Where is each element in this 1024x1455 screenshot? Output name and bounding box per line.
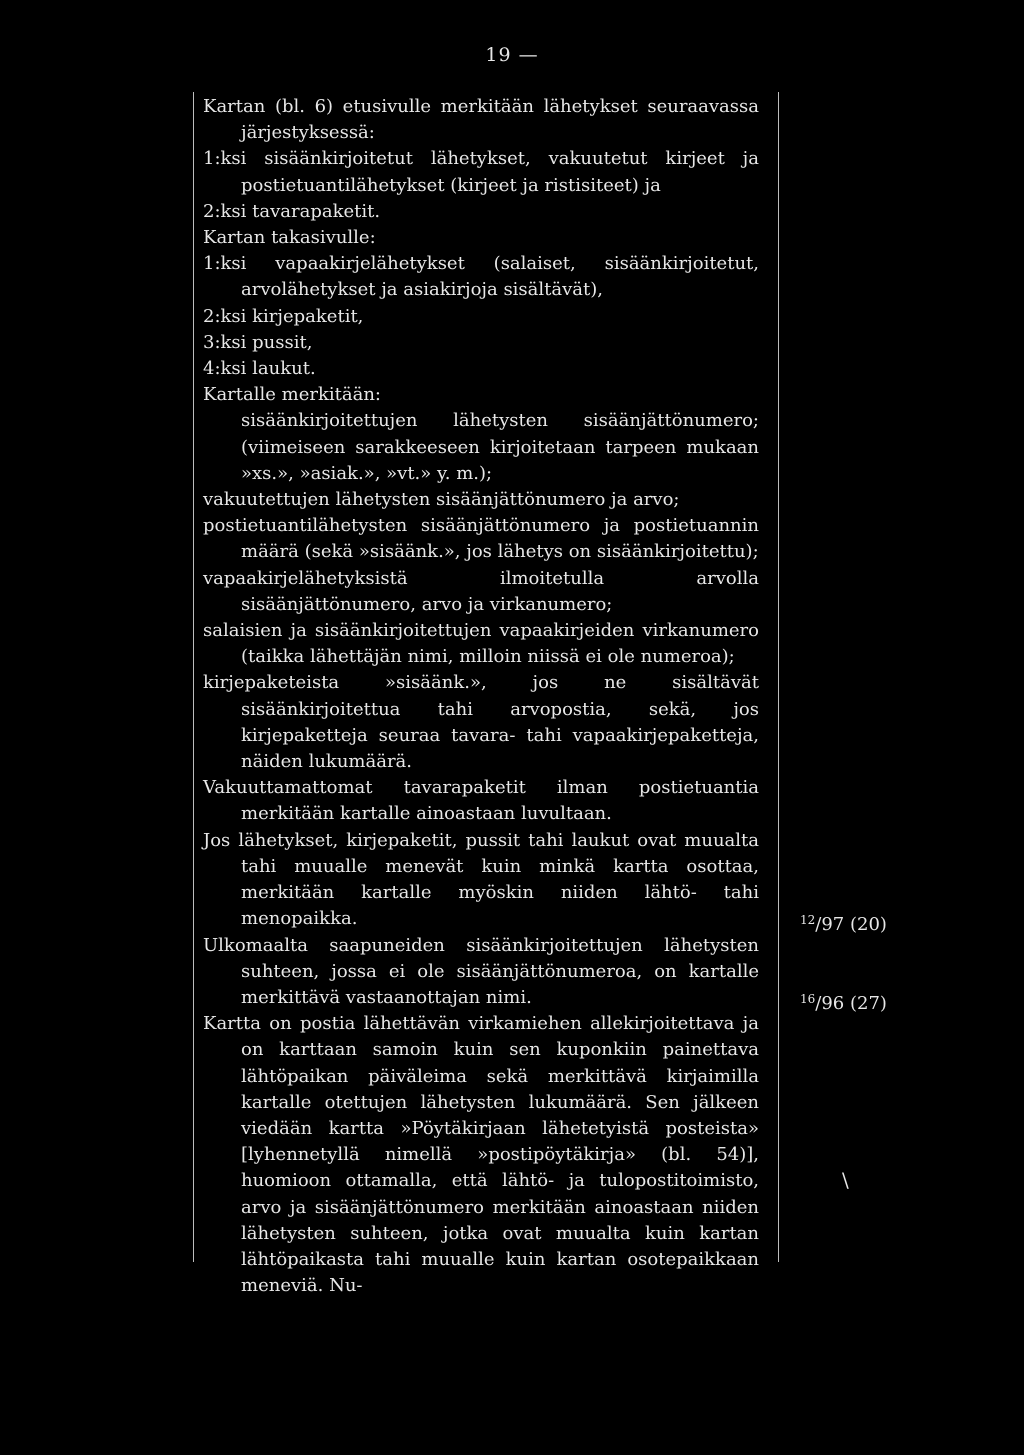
right-margin-rule [778,92,779,1262]
paragraph: vakuutettujen lähetysten sisäänjättönumero ja arvo; [203,489,680,511]
paragraph: 2:ksi tavarapaketit. [203,200,381,222]
left-margin-rule [193,92,194,1262]
margin-note-superscript: 16 [800,992,816,1006]
body-text [203,94,759,1299]
paragraph: 4:ksi laukut. [203,358,316,380]
paragraph: 1:ksi sisäänkirjoitetut lähetykset, vakuutetut kirjeet ja postietuantilähetykset (kirjeet ja ristisiteet) ja [203,148,759,196]
paragraph: kirjepaketeista »sisäänk.», jos ne sisältävät sisäänkirjoitettua tahi arvopostia, sekä, jos kirjepaketteja seuraa tavara- tahi vapaakirjepaketteja, näiden lukumäärä. [203,672,759,773]
paragraph: salaisien ja sisäänkirjoitettujen vapaakirjeiden virkanumero (taikka lähettäjän nimi, milloin niissä ei ole numeroa); [203,620,759,668]
paragraph: 1:ksi vapaakirjelähetykset (salaiset, sisäänkirjoitetut, arvolähetykset ja asiakirjoja sisältävät), [203,253,759,301]
paragraph: Vakuuttamattomat tavarapaketit ilman postietuantia merkitään kartalle ainoastaan luvultaan. [203,777,759,825]
paragraph: sisäänkirjoitettujen lähetysten sisäänjättönumero; (viimeiseen sarakkeeseen kirjoitetaan tarpeen mukaan »xs.», »asiak.», »vt.» y. m.); [241,410,759,484]
paragraph: Kartta on postia lähettävän virkamiehen allekirjoitettava ja on karttaan samoin kuin sen kuponkiin painettava lähtöpaikan päiväleima sekä merkittävä kirjaimilla kartalle otettujen lähetysten lukumäärä. Sen jälkeen viedään kartta »Pöytäkirjaan lähetetyistä posteista» [lyhennetyllä nimellä »postipöytäkirja» (bl. 54)], huomioon ottamalla, että lähtö- ja tulopostitoimisto, arvo ja sisäänjättönumero merkitään ainoastaan niiden lähetysten suhteen, jotka ovat muualta kuin kartan lähtöpaikasta tahi muualle kuin kartan osotepaikkaan meneviä. Nu- [203,1013,759,1297]
paragraph: Kartan (bl. 6) etusivulle merkitään lähetykset seuraavassa järjestyksessä: [203,96,759,144]
margin-note-text: /97 (20) [815,914,887,935]
paragraph: 3:ksi pussit, [203,331,313,353]
margin-note [800,913,887,935]
paragraph: Ulkomaalta saapuneiden sisäänkirjoitettujen lähetysten suhteen, jossa ei ole sisäänjättönumeroa, on kartalle merkittävä vastaanottajan nimi. [203,934,759,1008]
paragraph: Jos lähetykset, kirjepaketit, pussit tahi laukut ovat muualta tahi muualle menevät kuin minkä kartta osottaa, merkitään kartalle myöskin niiden lähtö- tahi menopaikka. [203,829,759,930]
paragraph: postietuantilähetysten sisäänjättönumero ja postietuannin määrä (sekä »sisäänk.», jos lähetys on sisäänkirjoitettu); [203,515,759,563]
paragraph: 2:ksi kirjepaketit, [203,305,364,327]
margin-note-superscript: 12 [800,913,816,927]
page-number: 19 — [485,44,539,66]
paragraph: Kartan takasivulle: [203,227,376,249]
margin-mark: \ [842,1168,849,1192]
margin-note [800,992,887,1014]
paragraph: Kartalle merkitään: [203,384,381,406]
paragraph: vapaakirjelähetyksistä ilmoitetulla arvolla sisäänjättönumero, arvo ja virkanumero; [203,567,759,615]
margin-note-text: /96 (27) [815,993,887,1014]
